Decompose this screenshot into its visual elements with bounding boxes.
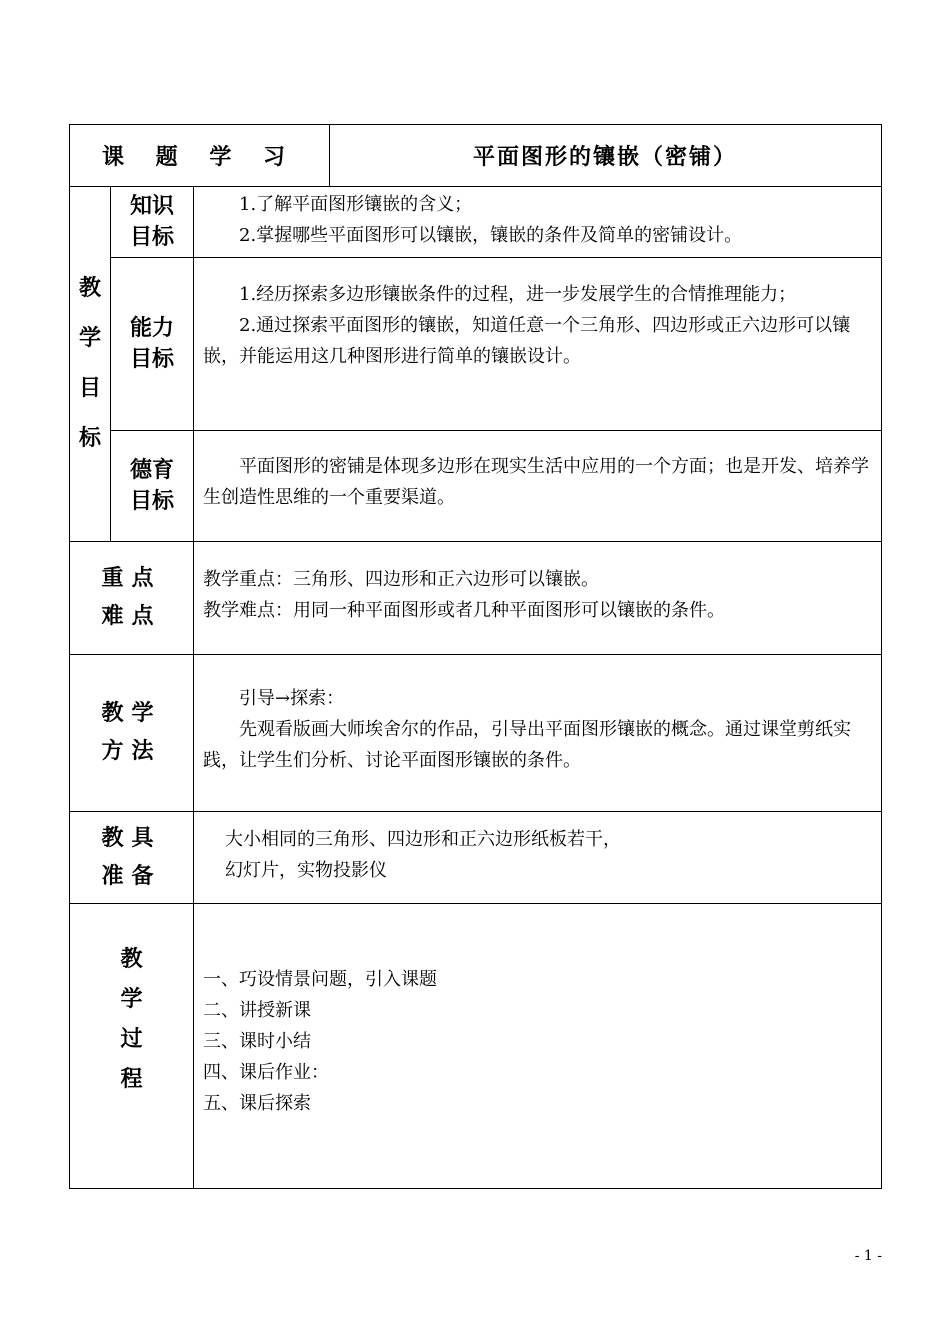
ability-objective-label [111,258,193,430]
moral-objective-content [194,431,881,541]
content-paragraph: 1.经历探索多边形镶嵌条件的过程，进一步发展学生的合情推理能力； [239,284,797,305]
label-line: 教学 [101,701,162,726]
lesson-plan-table [69,124,882,1189]
lesson-title: 平面图形的镶嵌（密铺） [472,145,737,170]
label-char: 过 [120,1027,143,1052]
label-line: 目标 [129,225,174,250]
label-line: 教具 [101,825,162,851]
label-line: 难点 [101,604,162,629]
label-line: 目标 [129,489,174,514]
process-label [70,904,193,1188]
content-paragraph: 平面图形的密铺是体现多边形在现实生活中应用的一个方面；也是开发、培养学生创造性思维的一个重要渠道。 [203,456,869,508]
content-line: 2.掌握哪些平面图形可以镶嵌，镶嵌的条件及简单的密铺设计。 [239,225,743,246]
content-line: 引导→探索： [239,688,345,709]
methods-label [70,655,193,811]
process-step: 四、课后作业： [203,1062,329,1083]
group-label-char: 教 [78,276,101,301]
process-step: 五、课后探索 [203,1093,311,1114]
group-label-char: 标 [78,426,101,451]
content-line: 幻灯片，实物投影仪 [225,860,387,881]
label-char: 程 [120,1067,143,1092]
content-paragraph: 先观看版画大师埃舍尔的作品，引导出平面图形镶嵌的概念。通过课堂剪纸实践，让学生们分析、讨论平面图形镶嵌的条件。 [203,719,851,771]
group-label-char: 目 [78,376,101,401]
label-char: 教 [120,947,143,972]
content-line: 1.了解平面图形镶嵌的含义； [239,194,473,215]
content-line: 教学难点：用同一种平面图形或者几种平面图形可以镶嵌的条件。 [203,600,725,621]
label-char: 学 [120,987,143,1012]
moral-objective-label [111,431,193,541]
process-step: 一、巧设情景问题，引入课题 [203,969,437,990]
process-step: 二、讲授新课 [203,1000,311,1021]
label-line: 知识 [129,194,174,219]
materials-content [194,812,881,903]
key-points-label [70,542,193,654]
process-step: 三、课时小结 [203,1031,311,1052]
process-content [194,904,881,1188]
header-left-label: 课 题 学 习 [102,145,297,170]
label-line: 重点 [101,566,162,591]
label-line: 目标 [129,347,174,372]
objectives-group-label [70,187,110,541]
knowledge-objective-label [111,187,193,257]
key-points-content [194,542,881,654]
label-line: 方法 [101,739,162,764]
methods-content [194,655,881,811]
content-line: 大小相同的三角形、四边形和正六边形纸板若干， [225,829,621,850]
group-label-char: 学 [78,326,101,351]
content-line: 教学重点：三角形、四边形和正六边形可以镶嵌。 [203,569,599,590]
page-number: - 1 - [854,1248,882,1264]
label-line: 能力 [129,316,174,341]
label-line: 德育 [129,458,174,483]
content-paragraph: 2.通过探索平面图形的镶嵌，知道任意一个三角形、四边形或正六边形可以镶嵌，并能运用这几种图形进行简单的镶嵌设计。 [203,315,851,367]
knowledge-objective-content [194,187,881,257]
materials-label [70,812,193,903]
ability-objective-content [194,258,881,430]
label-line: 准备 [101,863,162,889]
